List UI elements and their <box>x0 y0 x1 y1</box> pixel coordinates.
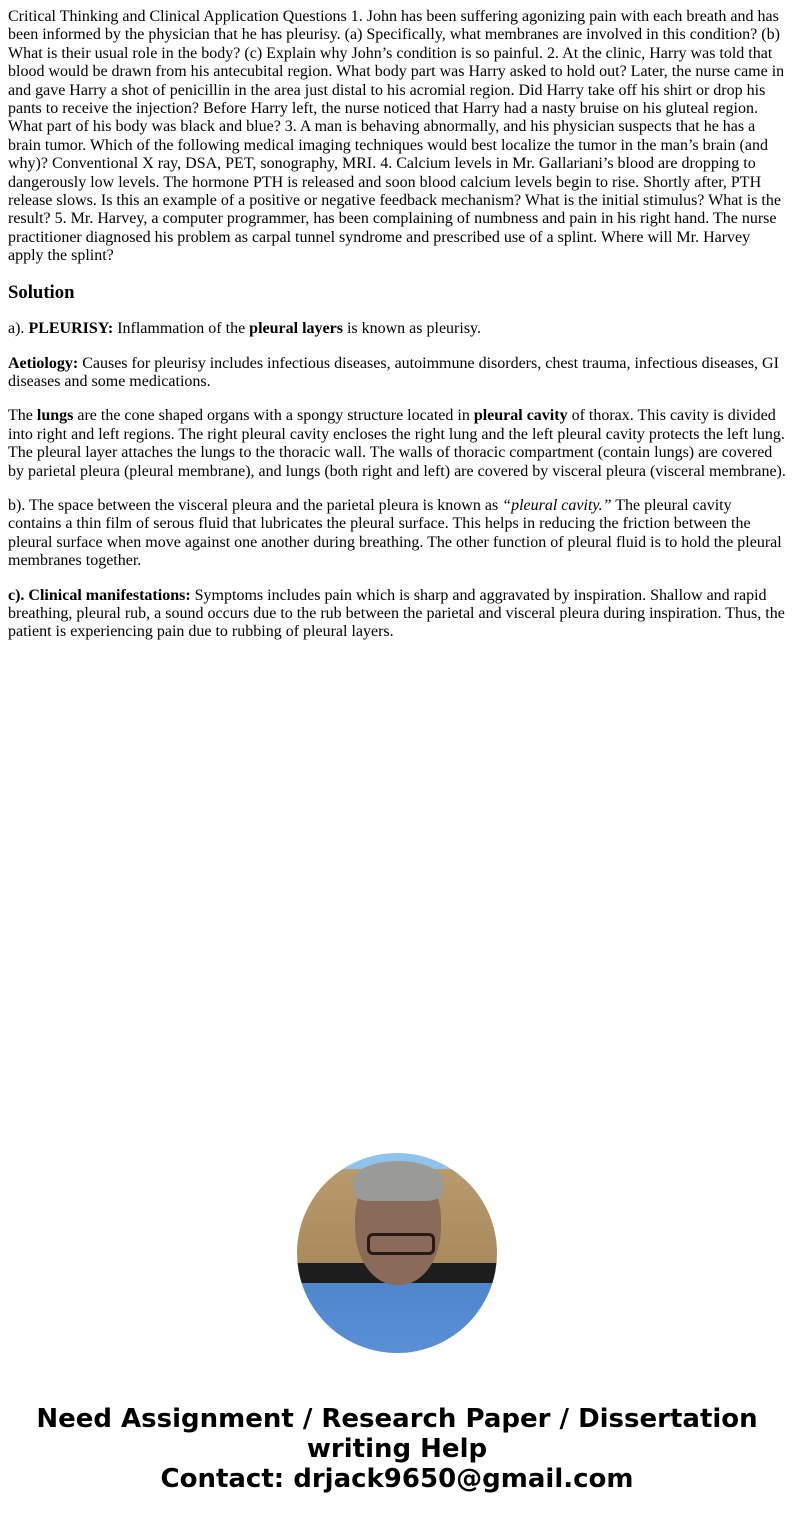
text: The pleural cavity contains a thin film of serous fluid that lubricates the pleural surface. This helps in reducing the friction between the pleural surface when move against one another during breathing. The other function of pleural fluid is to hold the pleural membranes together. <box>8 496 782 570</box>
bold-term: c). Clinical manifestations: <box>8 586 191 604</box>
solution-paragraph-b <box>8 497 786 571</box>
text: of thorax. This cavity is divided into right and left regions. The right pleural cavity encloses the right lung and the left pleural cavity protects the left lung. The pleural layer attaches the lungs to the thoracic wall. The walls of thoracic compartment (contain lungs) are covered by parietal pleura (pleural membrane), and lungs (both right and left) are covered by visceral pleura (visceral membrane). <box>8 407 786 480</box>
text: The <box>8 407 37 425</box>
bold-term: PLEURISY: <box>28 320 114 338</box>
text: a). <box>8 320 29 338</box>
bold-term: pleural cavity <box>473 407 568 425</box>
solution-heading: Solution <box>8 281 75 303</box>
avatar-hair <box>353 1161 443 1201</box>
italic-term: “pleural cavity.” <box>502 496 612 514</box>
solution-paragraph-c <box>8 587 786 642</box>
text: Symptoms includes pain which is sharp and aggravated by inspiration. Shallow and rapid breathing, pleural rub, a sound occurs due to the rub between the parietal and visceral pleura during inspiration. Thus, the patient is experiencing pain due to rubbing of pleural layers. <box>8 586 785 641</box>
question-text: Critical Thinking and Clinical Application Questions 1. John has been suffering agonizing pain with each breath and has been informed by the physician that he has pleurisy. (a) Specifically, what membranes are involved in this condition? (b) What is their usual role in the body? (c) Explain why John’s condition is so painful. 2. At the clinic, Harry was told that blood would be drawn from his antecubital region. What body part was Harry asked to hold out? Later, the nurse came in and gave Harry a shot of penicillin in the area just distal to his acromial region. Did Harry take off his shirt or drop his pants to receive the injection? Before Harry left, the nurse noticed that Harry had a nasty bruise on his gluteal region. What part of his body was black and blue? 3. A man is behaving abnormally, and his physician suspects that he has a brain tumor. Which of the following medical imaging techniques would best localize the tumor in the man’s brain (and why)? Conventional X ray, DSA, PET, sonography, MRI. 4. Calcium levels in Mr. Gallariani’s blood are dropping to dangerously low levels. The hormone PTH is released and soon blood calcium levels begin to rise. Shortly after, PTH release slows. Is this an example of a positive or negative feedback mechanism? What is the initial stimulus? What is the result? 5. Mr. Harvey, a computer programmer, has been complaining of numbness and pain in his right hand. The nurse practitioner diagnosed his problem as carpal tunnel syndrome and prescribed use of a splint. Where will Mr. Harvey apply the splint? <box>8 8 785 265</box>
lungs-paragraph <box>8 407 786 481</box>
author-avatar <box>297 1153 497 1353</box>
text: Inflammation of the <box>113 320 250 338</box>
text: are the cone shaped organs with a spongy structure located in <box>73 407 474 425</box>
avatar-glasses <box>367 1233 435 1255</box>
text: Causes for pleurisy includes infectious diseases, autoimmune disorders, chest trauma, infectious diseases, GI diseases and some medications. <box>8 354 779 390</box>
footer-contact-text: Contact: drjack9650@gmail.com <box>160 1464 634 1494</box>
document <box>0 0 794 642</box>
text: b). The space between the visceral pleura and the parietal pleura is known as <box>8 496 503 514</box>
contact-footer <box>0 1404 794 1494</box>
bold-term: Aetiology: <box>8 354 79 372</box>
bold-term: lungs <box>36 407 74 425</box>
text: is known as pleurisy. <box>342 320 481 338</box>
solution-paragraph-a <box>8 320 786 338</box>
aetiology-paragraph <box>8 355 786 392</box>
footer-help-text: Need Assignment / Research Paper / Dissertation writing Help <box>36 1404 758 1464</box>
bold-term: pleural layers <box>249 320 343 338</box>
